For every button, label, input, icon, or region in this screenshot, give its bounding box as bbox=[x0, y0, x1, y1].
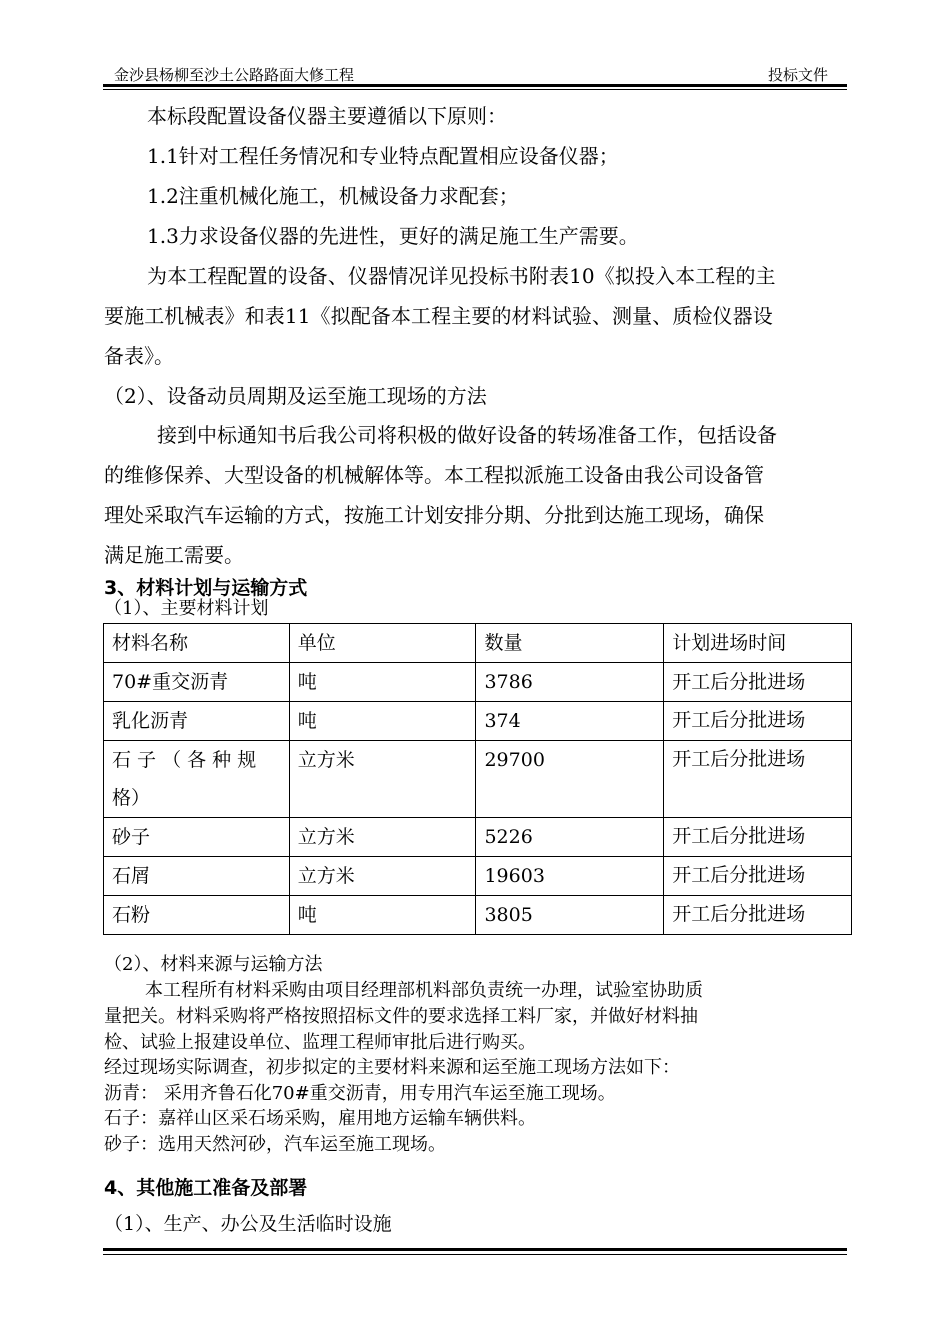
table-cell-unit: 立方米 bbox=[289, 857, 476, 896]
table-header-row bbox=[104, 624, 852, 663]
table-cell-quantity: 3786 bbox=[476, 663, 664, 702]
paragraph-principle-1-2: 1.2注重机械化施工，机械设备力求配套； bbox=[147, 184, 519, 208]
paragraph-equipment-line1: 为本工程配置的设备、仪器情况详见投标书附表10《拟投入本工程的主 bbox=[147, 264, 776, 288]
paragraph-source-stone: 石子：嘉祥山区采石场采购，雇用地方运输车辆供料。 bbox=[104, 1108, 536, 1129]
paragraph-principle-1-1: 1.1针对工程任务情况和专业特点配置相应设备仪器； bbox=[147, 144, 619, 168]
paragraph-source-asphalt: 沥青： 采用齐鲁石化70#重交沥青，用专用汽车运至施工现场。 bbox=[104, 1083, 616, 1104]
header-rule-thin bbox=[103, 89, 847, 90]
table-cell-arrival: 开工后分批进场 bbox=[664, 896, 852, 935]
table-row bbox=[104, 663, 852, 702]
table-cell-quantity: 19603 bbox=[476, 857, 664, 896]
table-cell-arrival: 开工后分批进场 bbox=[664, 663, 852, 702]
paragraph-procurement-line2: 量把关。材料采购将严格按照招标文件的要求选择工料厂家，并做好材料抽 bbox=[104, 1006, 698, 1027]
table-cell-material: 石屑 bbox=[104, 857, 290, 896]
table-cell-arrival: 开工后分批进场 bbox=[664, 818, 852, 857]
table-cell-material bbox=[104, 741, 290, 818]
table-row bbox=[104, 741, 852, 818]
paragraph-principles-intro: 本标段配置设备仪器主要遵循以下原则： bbox=[147, 104, 507, 128]
paragraph-mobilization-line3: 理处采取汽车运输的方式，按施工计划安排分期、分批到达施工现场，确保 bbox=[104, 503, 764, 527]
table-cell-material: 砂子 bbox=[104, 818, 290, 857]
paragraph-procurement-line1: 本工程所有材料采购由项目经理部机料部负责统一办理，试验室协助质 bbox=[145, 980, 703, 1001]
table-row bbox=[104, 857, 852, 896]
table-cell-material-line2: 格） bbox=[112, 787, 151, 809]
table-header-cell: 计划进场时间 bbox=[664, 624, 852, 663]
table-cell-material: 70#重交沥青 bbox=[104, 663, 290, 702]
footer-rule-thin bbox=[103, 1254, 847, 1255]
subheading-material-source: （2）、材料来源与运输方法 bbox=[104, 954, 323, 975]
section-3-heading: 3、材料计划与运输方式 bbox=[104, 577, 308, 599]
table-cell-quantity: 374 bbox=[476, 702, 664, 741]
table-cell-material-line1: 石 子 （ 各 种 规 bbox=[112, 749, 257, 771]
material-plan-table bbox=[103, 623, 852, 935]
table-cell-unit: 立方米 bbox=[289, 741, 476, 818]
table-cell-arrival: 开工后分批进场 bbox=[664, 857, 852, 896]
header-rule bbox=[103, 84, 847, 87]
table-header-cell: 材料名称 bbox=[104, 624, 290, 663]
paragraph-procurement-line3: 检、试验上报建设单位、监理工程师审批后进行购买。 bbox=[104, 1032, 536, 1053]
section-4-heading: 4、其他施工准备及部署 bbox=[104, 1177, 308, 1199]
table-cell-material: 石粉 bbox=[104, 896, 290, 935]
paragraph-mobilization-line1: 接到中标通知书后我公司将积极的做好设备的转场准备工作，包括设备 bbox=[157, 423, 777, 447]
subheading-temporary-facilities: （1）、生产、办公及生活临时设施 bbox=[104, 1213, 392, 1235]
table-header-cell: 数量 bbox=[476, 624, 664, 663]
table-cell-quantity: 29700 bbox=[476, 741, 664, 818]
table-cell-unit: 吨 bbox=[289, 663, 476, 702]
footer-rule bbox=[103, 1248, 847, 1251]
table-cell-arrival: 开工后分批进场 bbox=[664, 741, 852, 818]
table-cell-quantity: 5226 bbox=[476, 818, 664, 857]
table-cell-unit: 吨 bbox=[289, 896, 476, 935]
header-project-title: 金沙县杨柳至沙土公路路面大修工程 bbox=[114, 66, 355, 84]
table-row bbox=[104, 818, 852, 857]
subheading-equipment-mobilization: （2）、设备动员周期及运至施工现场的方法 bbox=[104, 384, 487, 408]
table-cell-arrival: 开工后分批进场 bbox=[664, 702, 852, 741]
paragraph-source-sand: 砂子：选用天然河砂，汽车运至施工现场。 bbox=[104, 1134, 446, 1155]
paragraph-survey: 经过现场实际调查，初步拟定的主要材料来源和运至施工现场方法如下： bbox=[104, 1057, 680, 1078]
paragraph-equipment-line3: 备表》。 bbox=[104, 344, 174, 368]
header-doc-type: 投标文件 bbox=[768, 66, 829, 84]
table-header-cell: 单位 bbox=[289, 624, 476, 663]
table-cell-unit: 立方米 bbox=[289, 818, 476, 857]
paragraph-mobilization-line2: 的维修保养、大型设备的机械解体等。本工程拟派施工设备由我公司设备管 bbox=[104, 463, 764, 487]
paragraph-principle-1-3: 1.3力求设备仪器的先进性，更好的满足施工生产需要。 bbox=[147, 224, 639, 248]
subheading-material-plan: （1）、主要材料计划 bbox=[104, 598, 269, 619]
table-cell-quantity: 3805 bbox=[476, 896, 664, 935]
paragraph-mobilization-line4: 满足施工需要。 bbox=[104, 543, 244, 567]
table-row bbox=[104, 896, 852, 935]
table-row bbox=[104, 702, 852, 741]
table-cell-material: 乳化沥青 bbox=[104, 702, 290, 741]
table-cell-unit: 吨 bbox=[289, 702, 476, 741]
paragraph-equipment-line2: 要施工机械表》和表11《拟配备本工程主要的材料试验、测量、质检仪器设 bbox=[104, 304, 773, 328]
